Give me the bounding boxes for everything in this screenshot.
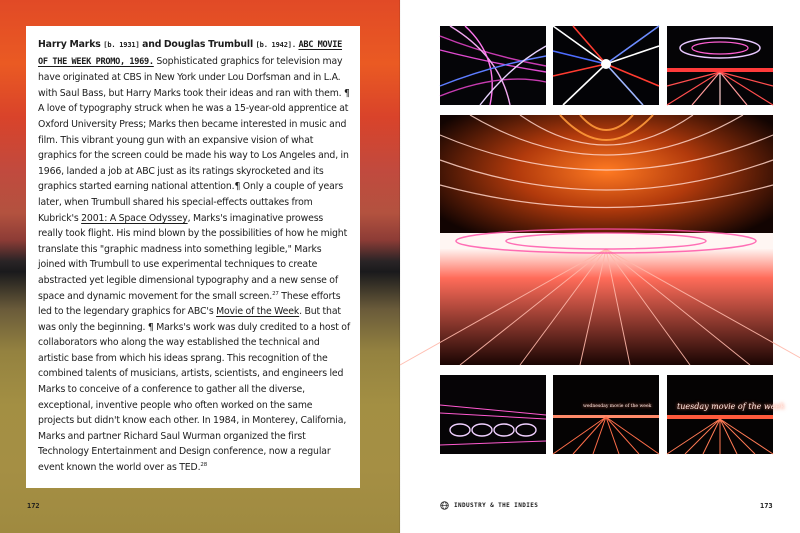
film-still-hero (440, 115, 773, 365)
footnote-28: 28 (200, 461, 208, 468)
film-still-3 (667, 26, 773, 105)
film-still-6 (667, 375, 786, 454)
paragraph-2: , Marks's imaginative prowess really took flight. His mind blown by the possibilities of how he might translate this "graphic madness into something legible," Marks joined with Trumbull to use experimental techniques to create abstracted yet legible dimensional typography and a new sense of space and dynamic movement for the small screen. (38, 212, 348, 302)
film-still-1 (440, 26, 546, 105)
book-gutter (399, 0, 401, 533)
page-number-right: 173 (760, 502, 773, 510)
paragraph-3: These efforts led to the legendary graphics for ABC's (38, 290, 341, 318)
author-name-2: Douglas Trumbull (163, 39, 254, 50)
author-dates-1: [b. 1931] (103, 41, 140, 49)
author-name-1: Harry Marks (38, 39, 101, 50)
conjunction: and (142, 39, 162, 50)
text-card (26, 26, 360, 488)
page-number-left: 172 (27, 502, 40, 510)
frame-caption-wednesday: wednesday movie of the week (583, 404, 652, 409)
work-title: ABC MOVIE OF THE WEEK PROMO, 1969. (38, 40, 343, 67)
film-still-2 (553, 26, 659, 105)
paragraph-1: Sophisticated graphics for television may have originated at CBS in New York under Lou Dorfsman and in L.A. with Saul Bass, but Harry Marks took their ideas and ran with them. ¶ A love of typography struck when he was a 15-year-old apprentice at Oxford University Press; Marks then became interested in music and film. This vibrant young gun with an expansive vision of what graphics for the screen could be made his way to Los Angeles and, in 1966, landed a job at ABC just as its ratings skyrocketed and its graphics started earning national attention.¶ Only a couple of years later, when Trumbull shared his special-effects outtakes from Kubrick's (38, 55, 350, 224)
running-footer (440, 501, 538, 510)
film-still-4 (440, 375, 546, 454)
author-dates-2: [b. 1942]. (255, 41, 296, 49)
globe-icon (440, 501, 449, 510)
running-footer-label: INDUSTRY & THE INDIES (454, 502, 539, 509)
body-text (38, 37, 350, 476)
frame-caption-tuesday: tuesday movie of the week (677, 402, 786, 411)
film-still-5 (553, 375, 659, 454)
show-title: Movie of the Week (216, 306, 300, 318)
film-title: 2001: A Space Odyssey (81, 212, 188, 224)
paragraph-4: . But that was only the beginning. ¶ Marks's work was duly credited to a host of collaborators who along the way established the technical and artistic base from which his ideas sprang. This recognition of the combined talents of musicians, artists, scientists, and engineers led Marks to conceive of a conference to gather all the diverse, exceptional, inventive people who often worked on the same projects but didn't know each other. In 1984, in Monterey, California, Marks and partner Richard Saul Wurman organized the first Technology Entertainment and Design conference, now a regular event known the world over as TED. (38, 306, 350, 474)
footnote-27: 27 (272, 290, 279, 297)
